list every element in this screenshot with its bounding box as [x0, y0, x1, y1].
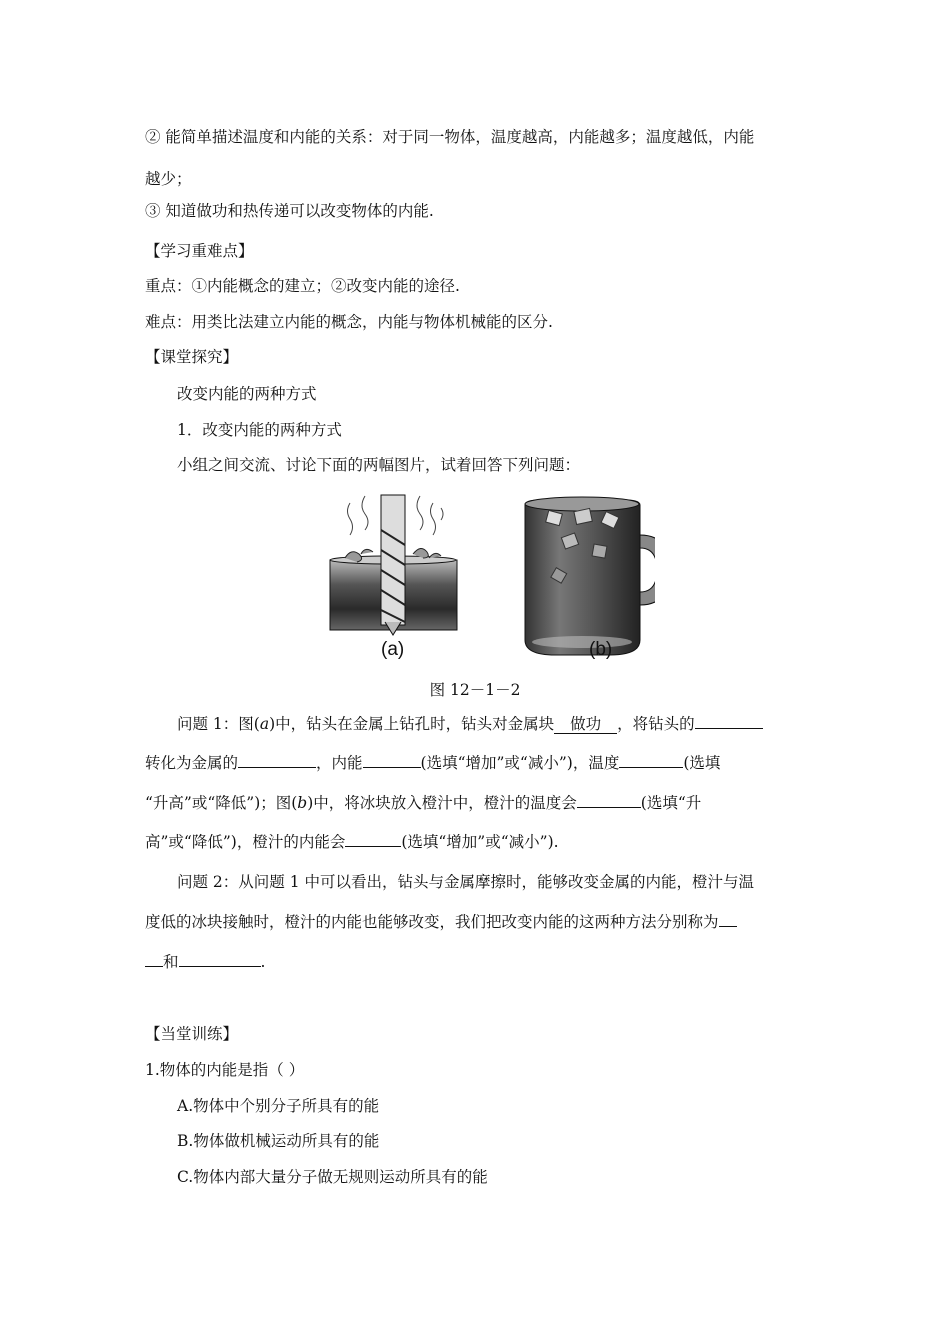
keypoints-heading: 【学习重难点】	[145, 242, 254, 260]
goal-3: ③ 知道做功和热传递可以改变物体的内能.	[145, 202, 434, 220]
blank[interactable]	[577, 792, 641, 808]
q1-line-2: 转化为金属的 ，内能 (选填“增加”或“减小”)，温度 (选填	[145, 754, 721, 772]
blank[interactable]	[145, 951, 163, 967]
blank[interactable]	[695, 713, 763, 729]
goal-2-line-2: 越少；	[145, 170, 192, 188]
blank[interactable]	[179, 951, 261, 967]
q2-line-3: 和 .	[145, 951, 265, 972]
figure-label-a: (a)	[381, 639, 405, 660]
key-point: 重点：①内能概念的建立；②改变内能的途径.	[145, 277, 460, 295]
figure-caption: 图 12－1－2	[429, 681, 521, 699]
drill-illustration	[330, 495, 457, 635]
blank[interactable]	[345, 831, 401, 847]
blank[interactable]	[238, 752, 316, 768]
q1-line-3: “升高”或“降低”)；图(b)中，将冰块放入橙汁中，橙汁的温度会 (选填“升	[145, 794, 702, 812]
practice-heading: 【当堂训练】	[145, 1025, 239, 1043]
blank[interactable]	[719, 911, 737, 927]
practice-question-1: 1.物体的内能是指（ ）	[145, 1061, 305, 1079]
figure-label-b: (b)	[589, 639, 613, 660]
q1-line-4: 高”或“降低”)，橙汁的内能会 (选填“增加”或“减小”).	[145, 833, 559, 851]
difficult-point: 难点：用类比法建立内能的概念，内能与物体机械能的区分.	[145, 313, 553, 331]
option-b[interactable]: B.物体做机械运动所具有的能	[177, 1132, 380, 1150]
q2-line-1: 问题 2：从问题 1 中可以看出，钻头与金属摩擦时，能够改变金属的内能，橙汁与温	[177, 873, 755, 891]
option-c[interactable]: C.物体内部大量分子做无规则运动所具有的能	[177, 1168, 488, 1186]
blank[interactable]	[619, 752, 683, 768]
explore-item-1: 1．改变内能的两种方式	[177, 421, 342, 439]
option-a[interactable]: A.物体中个别分子所具有的能	[177, 1097, 380, 1115]
mug-illustration	[525, 497, 655, 655]
explore-heading: 【课堂探究】	[145, 348, 239, 366]
q2-line-2: 度低的冰块接触时，橙汁的内能也能够改变，我们把改变内能的这两种方法分别称为	[145, 911, 737, 932]
q1-line-1: 问题 1：图(a)中，钻头在金属上钻孔时，钻头对金属块 做功 ，将钻头的	[177, 713, 763, 734]
q1-answer: 做功	[554, 715, 617, 734]
explore-subtitle: 改变内能的两种方式	[177, 385, 317, 403]
blank[interactable]	[363, 752, 421, 768]
goal-2-line-1: ② 能简单描述温度和内能的关系：对于同一物体，温度越高，内能越多；温度越低，内能	[145, 128, 755, 146]
explore-intro: 小组之间交流、讨论下面的两幅图片，试着回答下列问题：	[177, 456, 581, 474]
